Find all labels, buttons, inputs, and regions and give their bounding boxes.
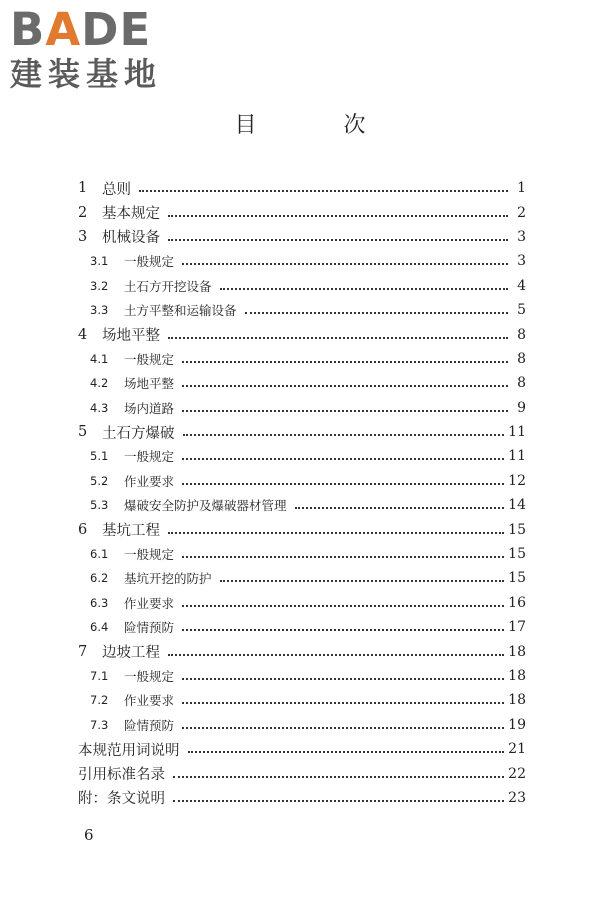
logo-subtitle: 建装基地 <box>10 55 163 93</box>
toc-entry-page: 15 <box>508 546 526 563</box>
toc-entry[interactable] <box>78 225 526 249</box>
toc-entry[interactable] <box>78 639 526 663</box>
toc-dot-leader <box>182 361 508 363</box>
toc-entry[interactable] <box>78 688 526 712</box>
toc-entry[interactable] <box>78 786 526 810</box>
toc-entry-number: 2 <box>78 204 88 221</box>
toc-entry-page: 14 <box>508 497 526 514</box>
toc-entry[interactable] <box>78 493 526 517</box>
toc-entry-page: 3 <box>517 228 526 245</box>
toc-entry-page: 8 <box>517 375 526 392</box>
toc-entry-page: 22 <box>508 765 526 782</box>
toc-entry-title: 险情预防 <box>124 717 175 733</box>
toc-entry[interactable] <box>78 371 526 395</box>
toc-entry[interactable] <box>78 542 526 566</box>
toc-entry[interactable] <box>78 347 526 371</box>
toc-entry[interactable] <box>78 322 526 346</box>
toc-entry-title: 总则 <box>102 181 131 198</box>
toc-entry-page: 4 <box>517 277 526 294</box>
toc-entry[interactable] <box>78 664 526 688</box>
toc-entry-number: 6.4 <box>90 620 109 635</box>
logo-accent-letter: A <box>45 3 82 56</box>
toc-entry-number: 5.3 <box>90 498 109 513</box>
toc-entry-title: 土方平整和运输设备 <box>124 303 237 319</box>
toc-entry-title: 一般规定 <box>124 254 175 270</box>
toc-entry-page: 3 <box>517 253 526 270</box>
toc-entry-page: 11 <box>508 424 526 441</box>
toc-entry-title: 土石方开挖设备 <box>124 278 212 294</box>
toc-entry-number: 3.2 <box>90 278 109 293</box>
toc-entry-title: 一般规定 <box>124 669 175 684</box>
toc-entry-number: 4 <box>78 326 88 343</box>
toc-dot-leader <box>182 702 504 704</box>
toc-dot-leader <box>220 288 508 290</box>
toc-entry-number: 1 <box>78 180 88 197</box>
toc-dot-leader <box>183 434 505 436</box>
toc-dot-leader <box>139 190 508 192</box>
toc-entry-number: 6.2 <box>90 571 109 586</box>
toc-dot-leader <box>182 678 504 680</box>
toc-entry[interactable] <box>78 517 526 541</box>
toc-entry-title: 险情预防 <box>124 620 175 636</box>
toc-entry-page: 15 <box>508 521 526 538</box>
toc-entry-page: 8 <box>517 350 526 367</box>
toc-entry-title: 场内道路 <box>124 400 175 416</box>
toc-entry-number: 3.3 <box>90 303 109 318</box>
toc-entry-number: 4.1 <box>90 351 109 366</box>
toc-entry-page: 1 <box>517 180 526 197</box>
toc-entry-title: 作业要求 <box>124 473 175 489</box>
toc-entry[interactable] <box>78 176 526 200</box>
toc-dot-leader <box>182 556 504 558</box>
toc-entry-title: 场地平整 <box>102 328 160 345</box>
toc-entry[interactable] <box>78 713 526 737</box>
toc-entry-number: 4.3 <box>90 400 109 415</box>
toc-dot-leader <box>168 654 504 656</box>
toc-entry-number: 5 <box>78 424 88 441</box>
logo-letter: B <box>10 3 46 56</box>
toc-dot-leader <box>182 483 504 485</box>
toc-entry[interactable] <box>78 469 526 493</box>
toc-entry-number: 7.3 <box>90 717 109 732</box>
toc-dot-leader <box>188 751 505 753</box>
toc-entry-title: 一般规定 <box>124 351 175 367</box>
toc-entry-page: 8 <box>517 326 526 343</box>
toc-entry[interactable] <box>78 591 526 615</box>
toc-dot-leader <box>245 312 508 314</box>
toc-entry-page: 15 <box>508 570 526 587</box>
toc-entry-title: 基本规定 <box>102 206 160 223</box>
toc-entry-number: 5.2 <box>90 473 109 488</box>
toc-entry-title: 本规范用词说明 <box>78 742 180 759</box>
toc-dot-leader <box>182 263 508 265</box>
toc-entry-title: 土石方爆破 <box>102 425 175 442</box>
toc-entry-page: 17 <box>508 619 526 636</box>
toc-entry-title: 场地平整 <box>124 376 175 392</box>
toc-entry-title: 一般规定 <box>124 547 175 563</box>
toc-entry-title: 机械设备 <box>102 230 160 247</box>
toc-entry-page: 12 <box>508 472 526 489</box>
toc-entry-title: 作业要求 <box>124 693 175 709</box>
toc-entry[interactable] <box>78 444 526 468</box>
toc-entry-number: 4.2 <box>90 376 109 391</box>
toc-dot-leader <box>168 532 504 534</box>
toc-entry-page: 5 <box>517 302 526 319</box>
toc-entry-title: 附：条文说明 <box>78 791 165 808</box>
toc-entry-number: 5.1 <box>90 449 109 464</box>
toc-entry-number: 6 <box>78 521 88 538</box>
toc-entry-number: 6.3 <box>90 595 109 610</box>
toc-entry-title: 边坡工程 <box>102 645 160 662</box>
toc-dot-leader <box>168 215 508 217</box>
toc-entry[interactable] <box>78 200 526 224</box>
toc-entry[interactable] <box>78 761 526 785</box>
toc-dot-leader <box>168 239 508 241</box>
toc-entry[interactable] <box>78 615 526 639</box>
logo-letters: DE <box>81 3 152 56</box>
toc-dot-leader <box>182 727 504 729</box>
toc-entry-title: 爆破安全防护及爆破器材管理 <box>124 498 287 514</box>
toc-entry-page: 18 <box>508 643 526 660</box>
toc-dot-leader <box>173 800 504 802</box>
toc-dot-leader <box>182 410 508 412</box>
toc-entry-number: 6.1 <box>90 547 109 562</box>
toc-entry[interactable] <box>78 249 526 273</box>
toc-entry-page: 2 <box>517 204 526 221</box>
toc-entry[interactable] <box>78 274 526 298</box>
toc-entry-page: 16 <box>508 594 526 611</box>
toc-dot-leader <box>168 337 508 339</box>
toc-dot-leader <box>220 580 505 582</box>
logo-wordmark <box>10 3 180 56</box>
toc-dot-leader <box>182 605 504 607</box>
logo <box>10 3 180 94</box>
toc-entry-title: 基坑工程 <box>102 523 160 540</box>
toc-entry-page: 18 <box>508 692 526 709</box>
toc-entry-title: 作业要求 <box>124 595 175 611</box>
toc-entry-title: 一般规定 <box>124 449 175 465</box>
toc-dot-leader <box>295 507 505 509</box>
toc-entry[interactable] <box>78 737 526 761</box>
page-title: 目 次 <box>234 113 406 138</box>
toc-entry-page: 9 <box>517 399 526 416</box>
toc-entry-number: 7 <box>78 643 88 660</box>
table-of-contents <box>78 176 526 810</box>
toc-entry[interactable] <box>78 566 526 590</box>
toc-entry-page: 23 <box>508 789 526 806</box>
toc-entry-page: 11 <box>508 448 526 465</box>
toc-entry-number: 7.1 <box>90 669 109 683</box>
page-number: 6 <box>84 826 94 844</box>
toc-entry-number: 7.2 <box>90 693 109 708</box>
toc-dot-leader <box>173 776 504 778</box>
toc-dot-leader <box>182 458 504 460</box>
toc-entry[interactable] <box>78 298 526 322</box>
toc-entry-number: 3 <box>78 228 88 245</box>
toc-entry[interactable] <box>78 420 526 444</box>
toc-entry-page: 18 <box>508 668 526 684</box>
toc-entry-number: 3.1 <box>90 254 109 269</box>
toc-entry[interactable] <box>78 396 526 420</box>
toc-dot-leader <box>182 385 508 387</box>
toc-dot-leader <box>182 629 504 631</box>
toc-entry-page: 21 <box>508 741 526 758</box>
toc-entry-page: 19 <box>508 716 526 733</box>
toc-entry-title: 引用标准名录 <box>78 767 165 784</box>
toc-entry-title: 基坑开挖的防护 <box>124 571 212 587</box>
